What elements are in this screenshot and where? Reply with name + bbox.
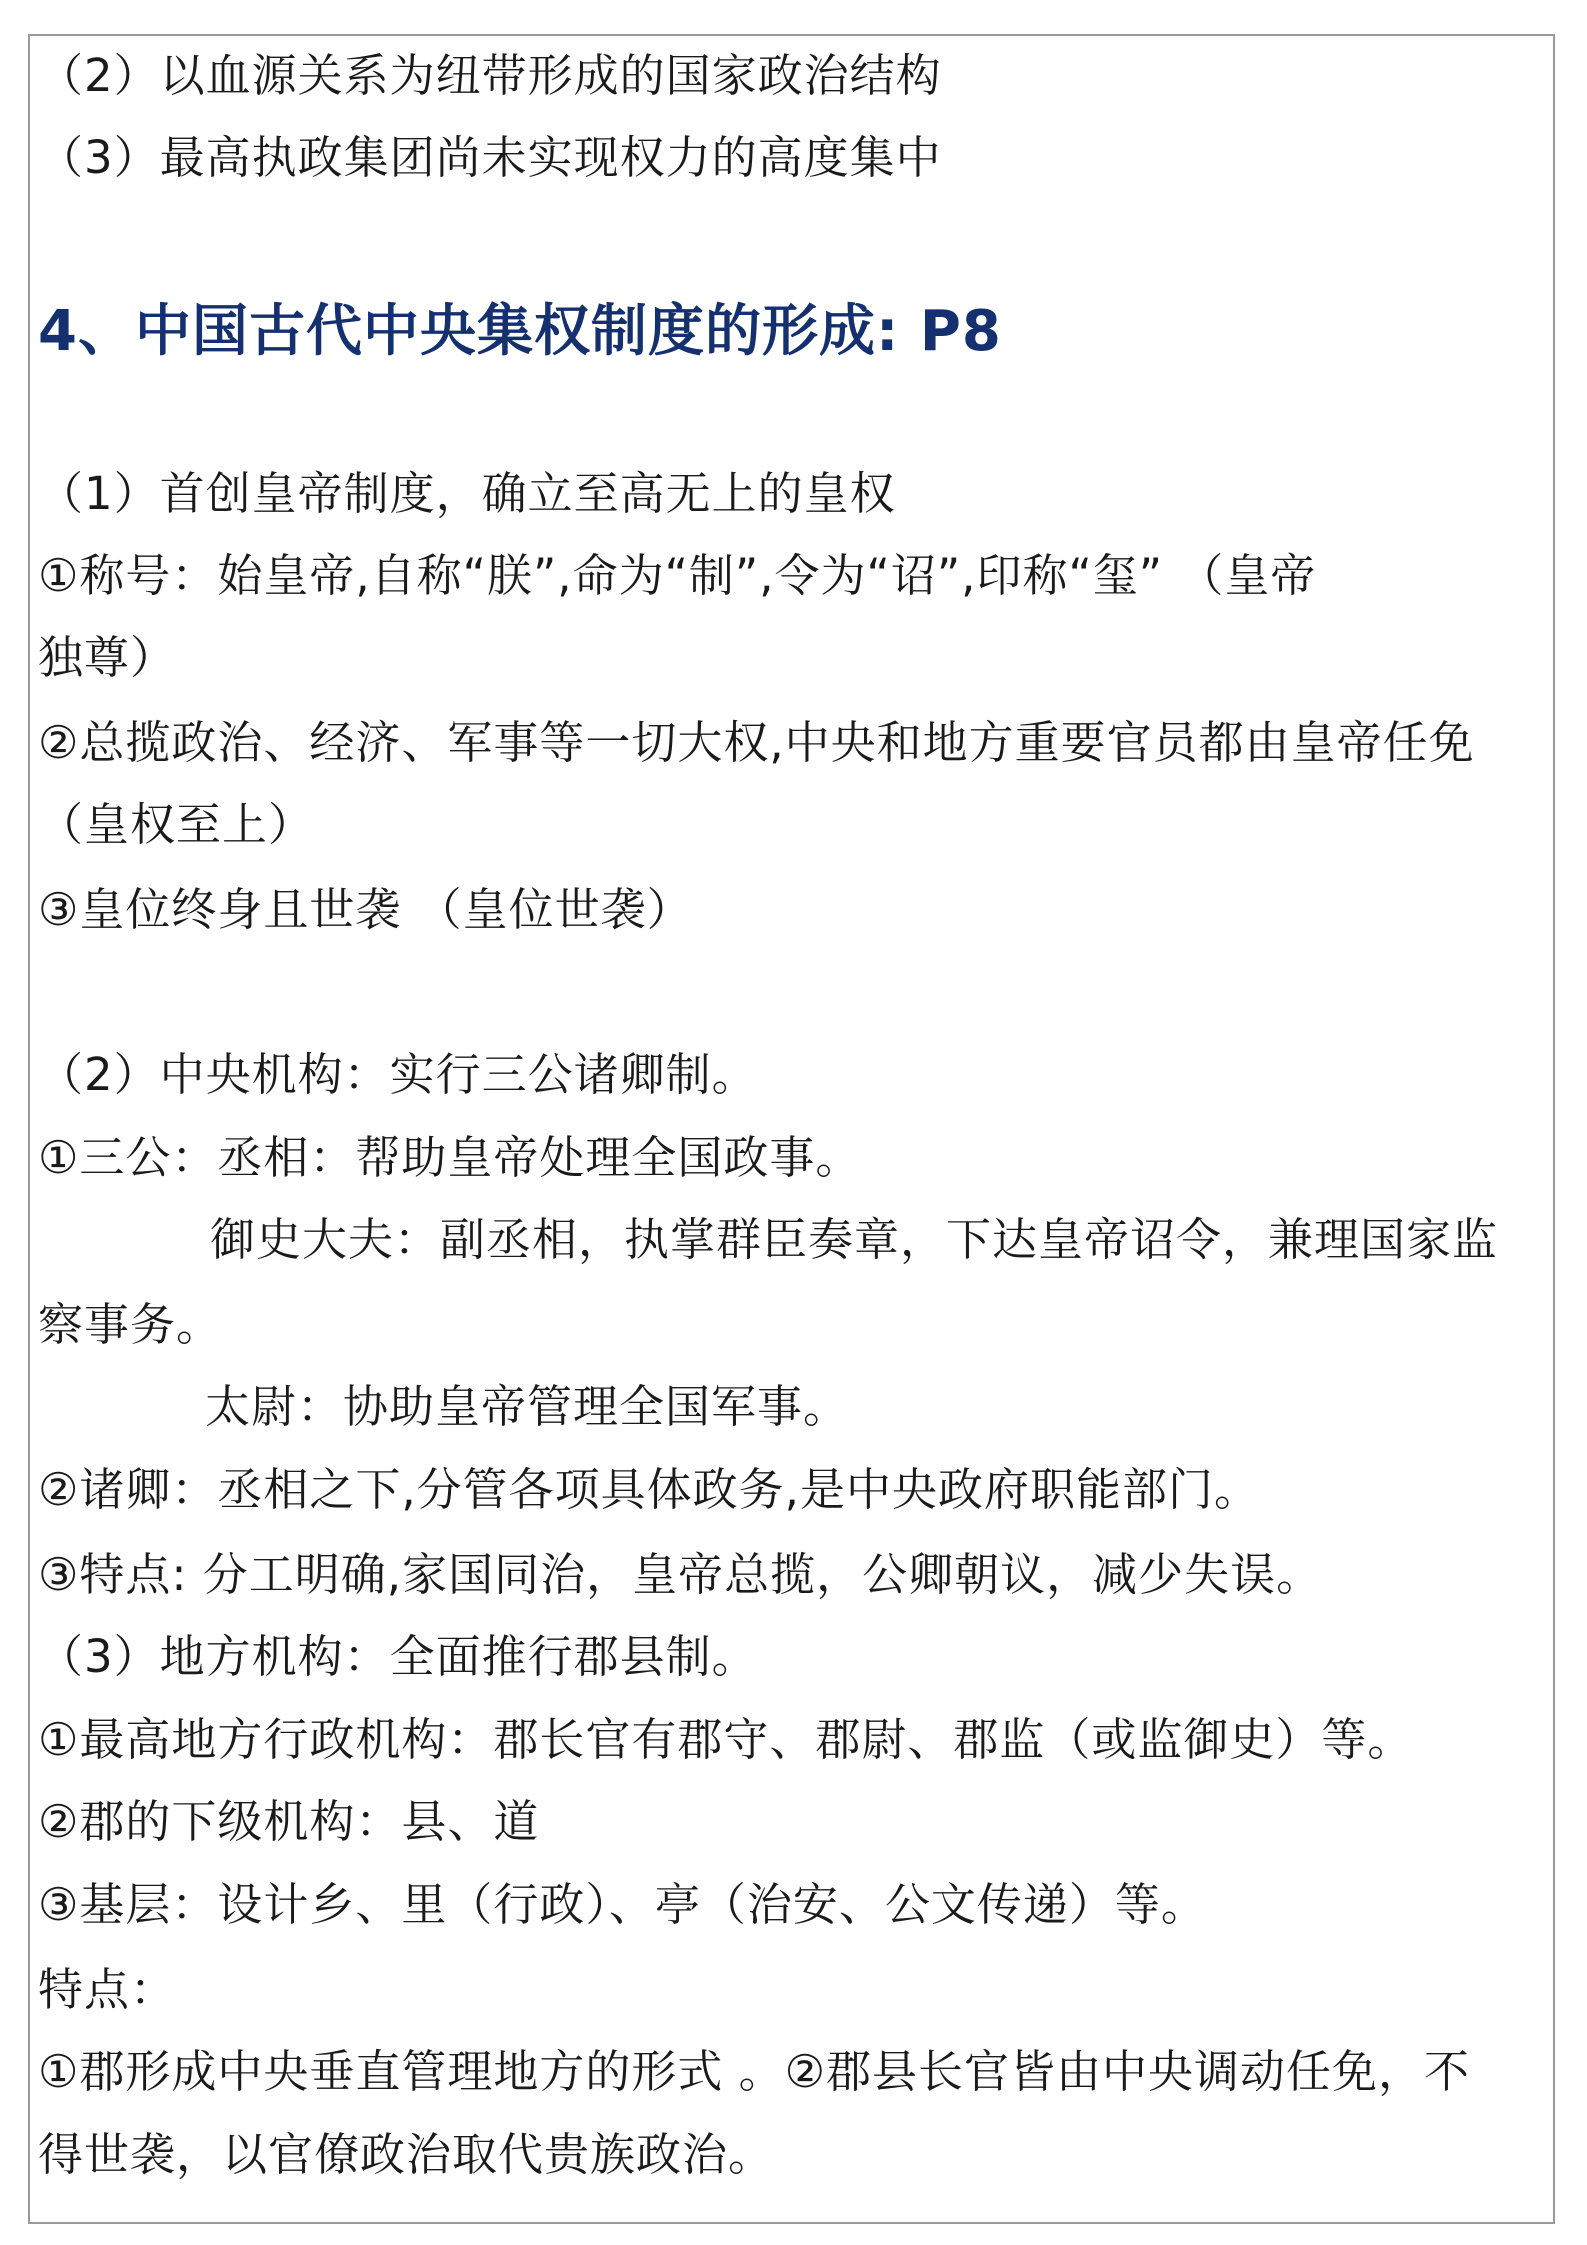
text-line-features: ①郡形成中央垂直管理地方的形式 。②郡县长官皆由中央调动任免，不	[38, 2045, 1470, 2098]
subsection-title-emperor-system: （1）首创皇帝制度，确立至高无上的皇权	[38, 467, 896, 520]
subsection-title-central: （2）中央机构：实行三公诸卿制。	[38, 1048, 758, 1101]
text-line-commandery: ①最高地方行政机构：郡长官有郡守、郡尉、郡监（或监御史）等。	[38, 1713, 1414, 1766]
text-line-structure: （2）以血源关系为纽带形成的国家政治结构	[38, 49, 942, 102]
text-line-title-names-cont: 独尊）	[38, 631, 177, 684]
subsection-title-local: （3）地方机构：全面推行郡县制。	[38, 1630, 758, 1683]
text-line-taiwei: 太尉：协助皇帝管理全国军事。	[205, 1380, 850, 1433]
text-line-power: （3）最高执政集团尚未实现权力的高度集中	[38, 131, 942, 184]
text-line-features-label: 特点：	[38, 1963, 177, 2016]
text-line-central-features: ③特点: 分工明确,家国同治，皇帝总揽，公卿朝议，减少失误。	[38, 1548, 1323, 1601]
text-line-hereditary: ③皇位终身且世袭 （皇位世袭）	[38, 883, 693, 936]
text-line-three-dukes: ①三公：丞相：帮助皇帝处理全国政事。	[38, 1131, 862, 1184]
text-line-censor-cont: 察事务。	[38, 1298, 223, 1351]
text-line-grassroots: ③基层：设计乡、里（行政）、亭（治安、公文传递）等。	[38, 1878, 1207, 1931]
section-heading: 4、中国古代中央集权制度的形成: P8	[38, 299, 1002, 364]
text-line-total-power: ②总揽政治、经济、军事等一切大权,中央和地方重要官员都由皇帝任免	[38, 716, 1475, 769]
text-line-ministers: ②诸卿：丞相之下,分管各项具体政务,是中央政府职能部门。	[38, 1463, 1260, 1516]
text-line-total-power-cont: （皇权至上）	[38, 798, 315, 851]
text-line-features-cont: 得世袭，以官僚政治取代贵族政治。	[38, 2128, 775, 2181]
text-line-censor: 御史大夫：副丞相，执掌群臣奏章，下达皇帝诏令，兼理国家监	[210, 1213, 1499, 1266]
text-line-county: ②郡的下级机构：县、道	[38, 1795, 540, 1848]
text-line-title-names: ①称号：始皇帝,自称“朕”,命为“制”,令为“诏”,印称“玺” （皇帝	[38, 549, 1317, 602]
